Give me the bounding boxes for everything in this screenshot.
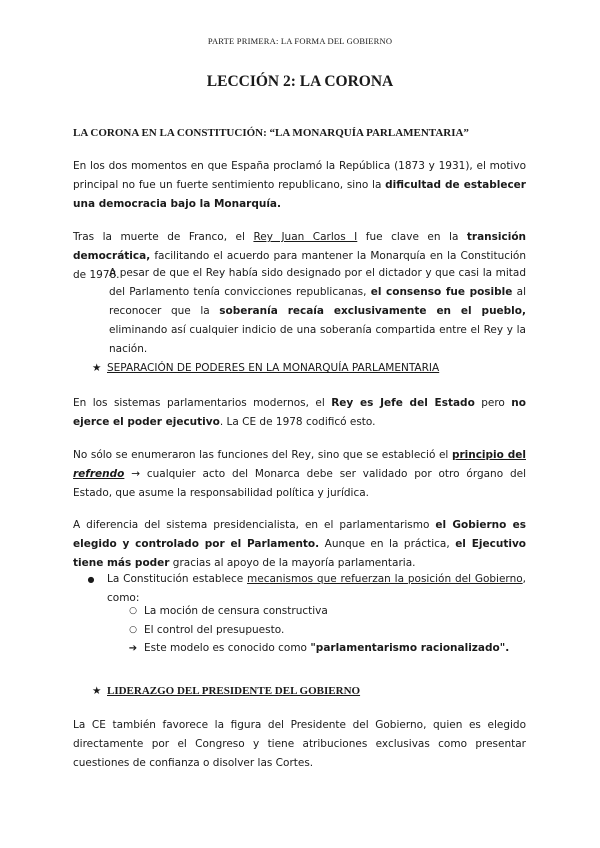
text: A pesar de que el Rey había sido designado por el dictador y que casi la mitad del Parlamento tenía convicciones republicanas, (109, 267, 526, 298)
bold-underlined-text: principio del (451, 449, 526, 461)
paragraph-presidente: La CE también favorece la figura del Presidente del Gobierno, quien es elegido directamente por el Congreso y tiene atribuciones exclusivas como presentar cuestiones de confianza o disolver las Cortes. (73, 719, 526, 769)
text: eliminando así cualquier indicio de una soberanía compartida entre el Rey y la nación. (109, 324, 526, 355)
circle-bullet-icon: ○ (129, 625, 137, 635)
section-heading-corona-constitucion: LA CORONA EN LA CONSTITUCIÓN: “LA MONARQUÍA PARLAMENTARIA” (73, 127, 469, 139)
text: , como: (107, 573, 526, 604)
bold-underlined-text: refrendo (73, 468, 125, 480)
text: La Constitución establece (107, 573, 248, 585)
text: Aunque en la práctica, (319, 538, 456, 550)
paragraph-republica (73, 157, 526, 214)
bold-text: transición democrática, (73, 231, 527, 262)
subitem-text: La moción de censura constructiva (144, 605, 328, 617)
arrow-item-text (144, 639, 509, 658)
heading-text: LIDERAZGO DEL PRESIDENTE DEL GOBIERNO (107, 685, 361, 697)
arrow-right-icon: ➔ (128, 643, 138, 654)
paragraph-parlamentarismo (73, 516, 526, 573)
paragraph-refrendo (73, 446, 526, 503)
circle-bullet-icon: ○ (129, 606, 137, 616)
bold-text: no ejerce el poder ejecutivo (73, 397, 526, 428)
bold-text: soberanía recaía exclusivamente en el pueblo, (219, 305, 526, 317)
bold-text: el Gobierno es elegido y controlado por el Parlamento. (73, 519, 527, 550)
running-head: PARTE PRIMERA: LA FORMA DEL GOBIERNO (207, 36, 393, 46)
paragraph-soberania (109, 264, 526, 359)
text: → cualquier acto del Monarca debe ser validado por otro órgano del Estado, que asume la responsabilidad política y jurídica. (73, 468, 526, 499)
star-icon: ★ (92, 362, 102, 374)
text: Este modelo es conocido como (144, 642, 311, 654)
text: A diferencia del sistema presidencialista, en el parlamentarismo (73, 519, 436, 531)
underlined-text: mecanismos que refuerzan la posición del Gobierno (247, 573, 523, 585)
bold-text: el consenso fue posible (370, 286, 513, 298)
text: facilitando el acuerdo para mantener la Monarquía en la Constitución de 1978. (73, 250, 526, 281)
star-icon: ★ (92, 685, 102, 697)
text: fue clave en la (357, 231, 467, 243)
text: . La CE de 1978 codificó esto. (219, 416, 376, 428)
text: En los dos momentos en que España proclamó la República (1873 y 1931), el motivo principal no fue un fuerte sentimiento republicano, sino la (73, 160, 526, 191)
subitem-text: El control del presupuesto. (144, 624, 285, 636)
lesson-title: LECCIÓN 2: LA CORONA (206, 73, 394, 90)
text: En los sistemas parlamentarios modernos, el (73, 397, 332, 409)
heading-text: SEPARACIÓN DE PODERES EN LA MONARQUÍA PARLAMENTARIA (107, 362, 440, 374)
bullet-icon: ● (87, 575, 95, 584)
bold-text: Rey es Jefe del Estado (331, 397, 475, 409)
paragraph-jefe-estado (73, 394, 526, 432)
text: No sólo se enumeraron las funciones del Rey, sino que se estableció el (73, 449, 452, 461)
underlined-text: Rey Juan Carlos I (253, 231, 358, 243)
section-heading-liderazgo (92, 685, 360, 697)
text: pero (474, 397, 512, 409)
bold-text: el Ejecutivo tiene más poder (73, 538, 526, 569)
text: Tras la muerte de Franco, el (73, 231, 254, 243)
text: al reconocer que la (109, 286, 527, 317)
text: gracias al apoyo de la mayoría parlamentaria. (169, 557, 416, 569)
bold-text: dificultad de establecer una democracia bajo la Monarquía. (73, 179, 526, 210)
section-heading-separacion-poderes (92, 362, 439, 374)
bold-text: "parlamentarismo racionalizado". (310, 642, 510, 654)
